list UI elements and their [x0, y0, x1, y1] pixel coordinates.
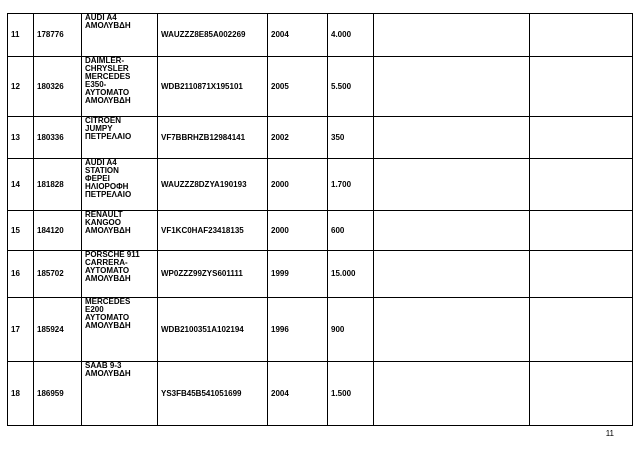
empty-cell — [374, 298, 530, 362]
row-number: 16 — [8, 251, 34, 298]
empty-cell — [530, 298, 633, 362]
table-body — [8, 14, 633, 426]
table-row — [8, 211, 633, 251]
model-year: 2000 — [268, 211, 328, 251]
item-code: 185702 — [34, 251, 82, 298]
price-value: 4.000 — [328, 14, 374, 57]
item-code: 184120 — [34, 211, 82, 251]
vehicle-table — [7, 13, 633, 426]
empty-cell — [374, 117, 530, 159]
empty-cell — [374, 159, 530, 211]
model-year: 2005 — [268, 57, 328, 117]
price-value: 15.000 — [328, 251, 374, 298]
table-row — [8, 362, 633, 426]
empty-cell — [530, 362, 633, 426]
empty-cell — [530, 57, 633, 117]
price-value: 1.700 — [328, 159, 374, 211]
row-number: 13 — [8, 117, 34, 159]
vin-number: VF7BBRHZB12984141 — [158, 117, 268, 159]
page-number: 11 — [605, 429, 614, 438]
row-number: 12 — [8, 57, 34, 117]
vin-number: WDB2110871X195101 — [158, 57, 268, 117]
table-row — [8, 14, 633, 57]
vehicle-description: AUDI A4 ΑΜΟΛΥΒΔΗ — [82, 14, 158, 57]
table-row — [8, 57, 633, 117]
empty-cell — [374, 14, 530, 57]
empty-cell — [374, 57, 530, 117]
vehicle-description: RENAULT KANGOO ΑΜΟΛΥΒΔΗ — [82, 211, 158, 251]
item-code: 178776 — [34, 14, 82, 57]
empty-cell — [374, 362, 530, 426]
vehicle-description: AUDI A4 STATION ΦΕΡΕΙ ΗΛΙΟΡΟΦΗ ΠΕΤΡΕΛΑΙΟ — [82, 159, 158, 211]
empty-cell — [530, 251, 633, 298]
item-code: 186959 — [34, 362, 82, 426]
table-row — [8, 298, 633, 362]
model-year: 1996 — [268, 298, 328, 362]
item-code: 180336 — [34, 117, 82, 159]
empty-cell — [374, 211, 530, 251]
price-value: 600 — [328, 211, 374, 251]
model-year: 2002 — [268, 117, 328, 159]
price-value: 350 — [328, 117, 374, 159]
price-value: 5.500 — [328, 57, 374, 117]
price-value: 900 — [328, 298, 374, 362]
vin-number: WAUZZZ8E85A002269 — [158, 14, 268, 57]
empty-cell — [530, 14, 633, 57]
vin-number: WAUZZZ8DZYA190193 — [158, 159, 268, 211]
item-code: 180326 — [34, 57, 82, 117]
vin-number: WDB2100351A102194 — [158, 298, 268, 362]
price-value: 1.500 — [328, 362, 374, 426]
row-number: 17 — [8, 298, 34, 362]
vehicle-description: PORSCHE 911 CARRERA- ΑΥΤΟΜΑΤΟ ΑΜΟΛΥΒΔΗ — [82, 251, 158, 298]
item-code: 185924 — [34, 298, 82, 362]
table-row — [8, 251, 633, 298]
model-year: 2004 — [268, 362, 328, 426]
empty-cell — [530, 159, 633, 211]
row-number: 14 — [8, 159, 34, 211]
model-year: 1999 — [268, 251, 328, 298]
vehicle-description: MERCEDES E200 ΑΥΤΟΜΑΤΟ ΑΜΟΛΥΒΔΗ — [82, 298, 158, 362]
vin-number: WP0ZZZ99ZYS601111 — [158, 251, 268, 298]
row-number: 18 — [8, 362, 34, 426]
vin-number: VF1KC0HAF23418135 — [158, 211, 268, 251]
empty-cell — [530, 211, 633, 251]
row-number: 11 — [8, 14, 34, 57]
row-number: 15 — [8, 211, 34, 251]
vin-number: YS3FB45B541051699 — [158, 362, 268, 426]
vehicle-description: SAAB 9-3 ΑΜΟΛΥΒΔΗ — [82, 362, 158, 426]
empty-cell — [374, 251, 530, 298]
item-code: 181828 — [34, 159, 82, 211]
empty-cell — [530, 117, 633, 159]
table-row — [8, 159, 633, 211]
vehicle-description: CITROEN JUMPY ΠΕΤΡΕΛΑΙΟ — [82, 117, 158, 159]
vehicle-description: DAIMLER- CHRYSLER MERCEDES E350- ΑΥΤΟΜΑΤΟ ΑΜΟΛΥΒΔΗ — [82, 57, 158, 117]
model-year: 2004 — [268, 14, 328, 57]
model-year: 2000 — [268, 159, 328, 211]
table-row — [8, 117, 633, 159]
